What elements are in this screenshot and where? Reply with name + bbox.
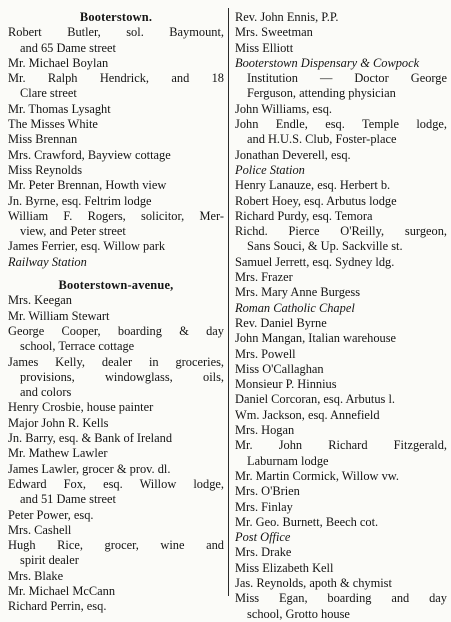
directory-entry: Miss Reynolds xyxy=(8,162,83,177)
directory-entry: Mrs. Keegan xyxy=(8,293,72,308)
directory-entry: Roman Catholic Chapel xyxy=(235,300,355,315)
directory-entry: Henry Lanauze, esq. Herbert b. xyxy=(235,178,391,193)
directory-entry: provisions, windowglass, oils, xyxy=(20,369,224,384)
directory-entry: Miss Elizabeth Kell xyxy=(235,560,334,575)
directory-entry: Samuel Jerrett, esq. Sydney ldg. xyxy=(235,254,395,269)
directory-entry: and colors xyxy=(20,385,72,400)
directory-entry: Richard Perrin, esq. xyxy=(8,599,107,614)
directory-entry: John Mangan, Italian warehouse xyxy=(235,331,397,346)
directory-entry: The Misses White xyxy=(8,117,98,132)
directory-entry: and 65 Dame street xyxy=(20,40,116,55)
directory-entry: Henry Crosbie, house painter xyxy=(8,400,154,415)
left-column xyxy=(8,10,224,615)
directory-entry: Post Office xyxy=(235,530,291,545)
directory-entry: James Lawler, grocer & prov. dl. xyxy=(8,461,171,476)
directory-entry: Richd. Pierce O'Reilly, surgeon, xyxy=(235,224,447,239)
directory-entry: Mrs. O'Brien xyxy=(235,484,300,499)
section-heading-booterstown: Booterstown. xyxy=(79,10,153,24)
directory-entry: Mr. Michael Boylan xyxy=(8,55,109,70)
directory-entry: Mrs. Cashell xyxy=(8,522,72,537)
directory-entry: Mr. Geo. Burnett, Beech cot. xyxy=(235,514,379,529)
directory-entry: Institution — Doctor George xyxy=(247,71,447,86)
directory-entry: William F. Rogers, solicitor, Mer- xyxy=(8,208,224,223)
directory-entry: James Ferrier, esq. Willow park xyxy=(8,239,166,254)
directory-entry: Miss Brennan xyxy=(8,132,78,147)
directory-entry: Mrs. Sweetman xyxy=(235,25,313,40)
directory-entry: John Endle, esq. Temple lodge, xyxy=(235,117,447,132)
directory-entry: and H.U.S. Club, Foster-place xyxy=(247,132,397,147)
directory-entry: Mr. Martin Cormick, Willow vw. xyxy=(235,468,400,483)
directory-entry: Booterstown Dispensary & Cowpock xyxy=(235,55,420,70)
directory-entry: Laburnam lodge xyxy=(247,453,329,468)
section-heading-booterstown-avenue: Booterstown-avenue, xyxy=(58,278,174,293)
directory-entry: Jn. Barry, esq. & Bank of Ireland xyxy=(8,431,173,446)
directory-entry: George Cooper, boarding & day xyxy=(8,323,224,338)
directory-entry: James Kelly, dealer in groceries, xyxy=(8,354,224,369)
directory-entry: Major John R. Kells xyxy=(8,415,109,430)
directory-entry: Miss Elliott xyxy=(235,40,294,55)
directory-entry: Mr. Ralph Hendrick, and 18 xyxy=(8,71,224,86)
column-divider xyxy=(228,8,229,596)
directory-entry: Mrs. Hogan xyxy=(235,423,295,438)
directory-entry: Miss Egan, boarding and day xyxy=(235,591,447,606)
directory-entry: Sans Souci, & Up. Sackville st. xyxy=(247,239,403,254)
directory-entry: Police Station xyxy=(235,162,305,177)
directory-entry: spirit dealer xyxy=(20,553,79,568)
directory-entry: Mr. Mathew Lawler xyxy=(8,446,108,461)
directory-entry: Robert Hoey, esq. Arbutus lodge xyxy=(235,193,397,208)
directory-entry: Mr. John Richard Fitzgerald, xyxy=(235,438,447,453)
directory-entry: Rev. John Ennis, P.P. xyxy=(235,10,339,24)
directory-entry: Mrs. Finlay xyxy=(235,499,293,514)
directory-entry: Mrs. Blake xyxy=(8,568,64,583)
directory-entry: Daniel Corcoran, esq. Arbutus l. xyxy=(235,392,396,407)
directory-entry: Hugh Rice, grocer, wine and xyxy=(8,538,224,553)
right-column xyxy=(235,10,447,622)
directory-entry: Robert Butler, sol. Baymount, xyxy=(8,25,224,40)
directory-entry: Mr. William Stewart xyxy=(8,308,110,323)
directory-entry: Mrs. Powell xyxy=(235,346,296,361)
directory-entry: Rev. Daniel Byrne xyxy=(235,315,327,330)
directory-entry: Jonathan Deverell, esq. xyxy=(235,147,351,162)
directory-entry: Jas. Reynolds, apoth & chymist xyxy=(235,575,392,590)
section-booterstown-list xyxy=(8,25,224,270)
directory-entry: Miss O'Callaghan xyxy=(235,361,324,376)
directory-entry: Mr. Thomas Lysaght xyxy=(8,101,111,116)
directory-entry: Mrs. Crawford, Bayview cottage xyxy=(8,147,171,162)
directory-entry: John Williams, esq. xyxy=(235,101,333,116)
directory-entry: Mrs. Frazer xyxy=(235,270,293,285)
directory-entry: Mrs. Drake xyxy=(235,545,292,560)
directory-entry: Wm. Jackson, esq. Annefield xyxy=(235,407,380,422)
directory-entry: Monsieur P. Hinnius xyxy=(235,377,337,392)
directory-entry: Mrs. Mary Anne Burgess xyxy=(235,285,361,300)
directory-entry: Mr. Peter Brennan, Howth view xyxy=(8,178,167,193)
directory-entry: Clare street xyxy=(20,86,77,101)
directory-entry: Edward Fox, esq. Willow lodge, xyxy=(8,476,224,491)
directory-entry: Peter Power, esq. xyxy=(8,507,94,522)
directory-entry: school, Grotto house xyxy=(247,606,350,621)
right-column-list xyxy=(235,10,447,622)
directory-entry: Ferguson, attending physician xyxy=(247,86,396,101)
directory-entry: Jn. Byrne, esq. Feltrim lodge xyxy=(8,193,152,208)
directory-entry: Mr. Michael McCann xyxy=(8,583,116,598)
section-gap xyxy=(8,270,224,278)
section-booterstown-avenue-list xyxy=(8,293,224,614)
directory-entry: Richard Purdy, esq. Temora xyxy=(235,208,373,223)
directory-entry: and 51 Dame street xyxy=(20,492,116,507)
directory-entry: view, and Peter street xyxy=(20,224,126,239)
directory-entry: school, Terrace cottage xyxy=(20,339,135,354)
directory-entry: Railway Station xyxy=(8,254,87,269)
